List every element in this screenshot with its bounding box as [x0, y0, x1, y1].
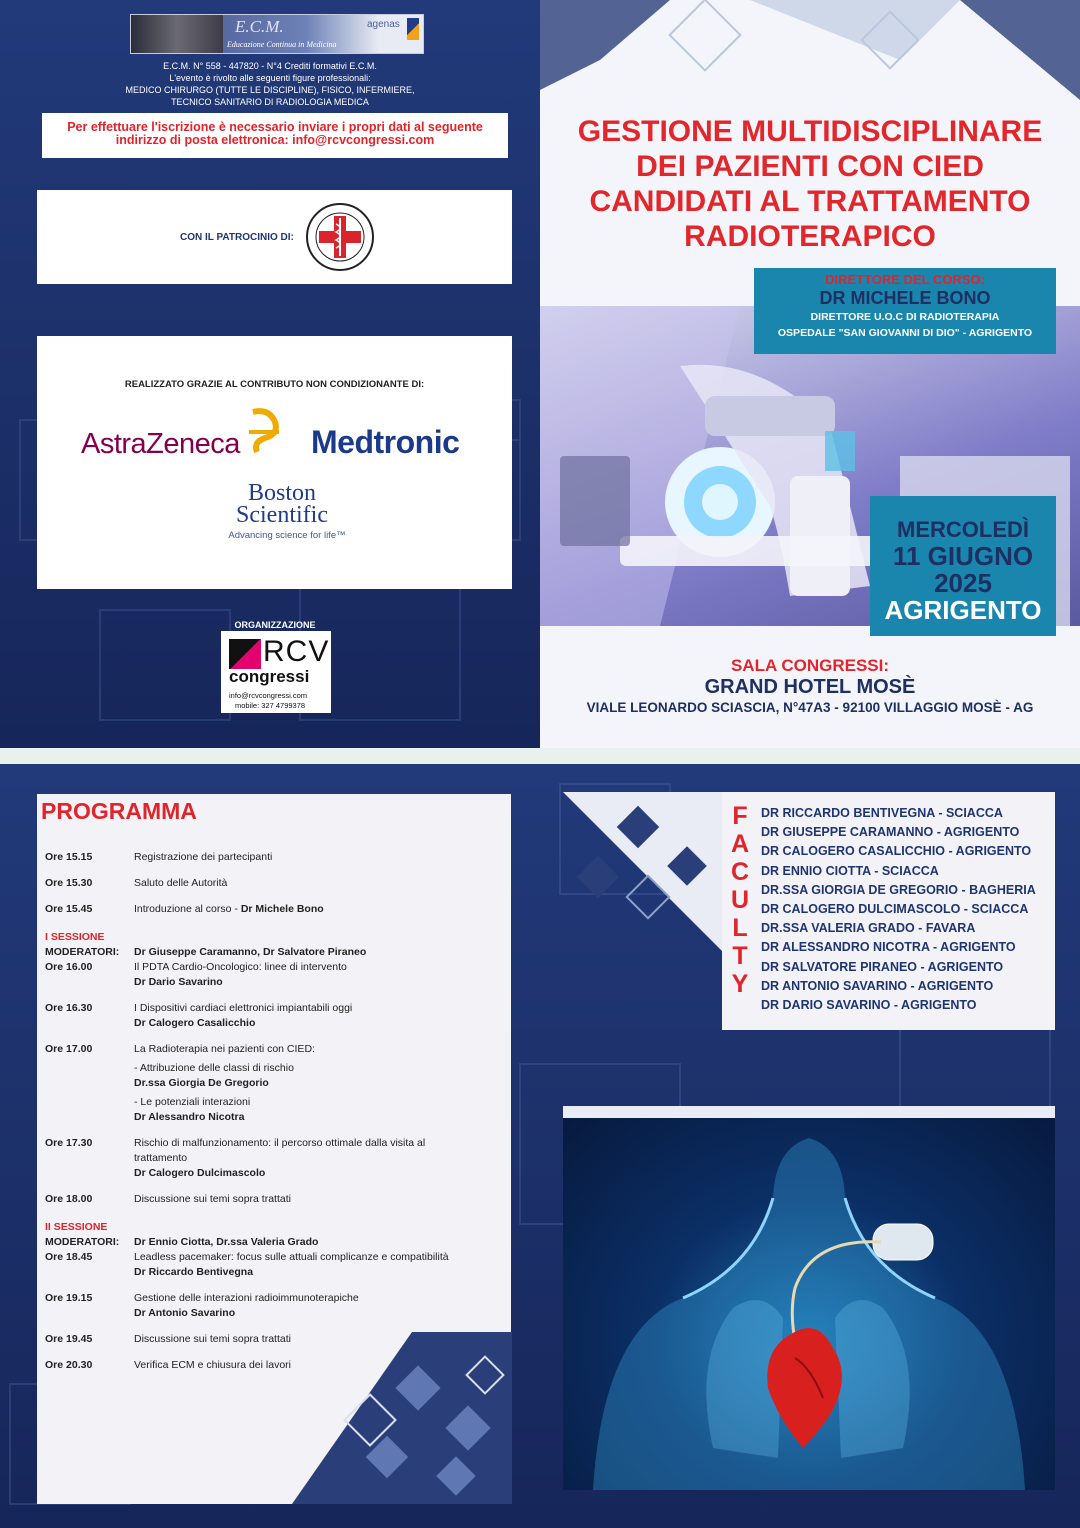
program-row [45, 850, 500, 876]
cover-decorative-squares [540, 0, 1080, 100]
moderators-label: MODERATORI: [45, 1236, 120, 1248]
top-left-panel [0, 0, 540, 748]
program-speaker: Dr Dario Savarino [134, 976, 223, 988]
sponsors-label: REALIZZATO GRAZIE AL CONTRIBUTO NON CONDIZIONANTE DI: [124, 379, 425, 390]
director-hospital: OSPEDALE "SAN GIOVANNI DI DIO" - AGRIGENTO [777, 327, 1033, 339]
session-2-moderators-row [45, 1235, 500, 1250]
faculty-decorative-squares [563, 792, 723, 952]
program-time: Ore 16.30 [45, 1002, 93, 1014]
faculty-member: DR ANTONIO SAVARINO - AGRIGENTO [761, 978, 994, 993]
session-2-moderators: Dr Ennio Ciotta, Dr.ssa Valeria Grado [134, 1236, 319, 1248]
venue-label: SALA CONGRESSI: [730, 656, 890, 675]
agenas-icon [407, 18, 419, 40]
director-name: DR MICHELE BONO [819, 288, 991, 308]
ecm-logo-subtitle: Educazione Continua in Medicina [227, 40, 337, 49]
program-text: Discussione sui temi sopra trattati [134, 1333, 291, 1345]
program-time: Ore 17.30 [45, 1137, 93, 1149]
programma-box [37, 794, 511, 1504]
program-row [45, 1332, 500, 1358]
faculty-member: DR ALESSANDRO NICOTRA - AGRIGENTO [761, 940, 1016, 955]
rcv-email: info@rcvcongressi.com [229, 691, 308, 700]
program-text: Discussione sui temi sopra trattati [134, 1193, 291, 1205]
ecm-logo-photo [131, 15, 223, 53]
program-time: Ore 18.45 [45, 1251, 93, 1263]
pacemaker-heart-illustration [563, 1106, 1055, 1490]
program-text: I Dispositivi cardiaci elettronici impiantabili oggi [134, 1002, 353, 1014]
ecm-logo [130, 14, 424, 54]
faculty-list [761, 804, 1053, 1015]
director-box [754, 268, 1056, 354]
boston-tagline: Advancing science for life™ [228, 530, 346, 541]
rcv-logo-top: RCV [263, 635, 330, 668]
program-row [45, 1042, 500, 1136]
venue-address: VIALE LEONARDO SCIASCIA, N°47A3 - 92100 VILLAGGIO MOSÈ - AG [586, 700, 1034, 715]
program-row [45, 1358, 500, 1384]
sponsors-box [37, 336, 512, 589]
session-1-title: I SESSIONE [45, 931, 105, 943]
program-time: Ore 17.00 [45, 1043, 93, 1055]
faculty-member: DR.SSA VALERIA GRADO - FAVARA [761, 921, 976, 936]
program-row [45, 1192, 500, 1220]
venue [540, 656, 1080, 718]
faculty-letter: U [730, 886, 750, 914]
registration-line-1: Per effettuare l'iscrizione è necessario inviare i propri dati al seguente [67, 120, 483, 134]
rcv-phone: mobile: 327 4799378 [235, 701, 306, 710]
session-1-moderators-row [45, 945, 500, 960]
event-title [540, 114, 1080, 254]
agenas-logo: agenas [367, 19, 400, 30]
program-speaker: Dr Alessandro Nicotra [134, 1111, 245, 1123]
programma-title: PROGRAMMA [41, 798, 197, 824]
ecm-professions-1: MEDICO CHIRURGO (TUTTE LE DISCIPLINE), FISICO, INFERMIERE, [125, 85, 415, 95]
event-day: MERCOLEDÌ [897, 517, 1029, 542]
faculty-letters [728, 802, 752, 998]
program-text-cont: trattamento [134, 1152, 188, 1164]
faculty-letter: L [732, 914, 748, 942]
program-text: Gestione delle interazioni radioimmunoterapiche [134, 1292, 359, 1304]
programma-content [45, 850, 500, 1384]
bottom-panel [0, 764, 1080, 1528]
director-role: DIRETTORE U.O.C DI RADIOTERAPIA [810, 311, 1000, 323]
faculty-member: DR CALOGERO CASALICCHIO - AGRIGENTO [761, 844, 1032, 859]
program-row [45, 876, 500, 902]
program-speaker: Dr Riccardo Bentivegna [134, 1266, 254, 1278]
venue-name: GRAND HOTEL MOSÈ [704, 676, 916, 698]
program-text: Saluto delle Autorità [134, 877, 228, 889]
title-line-3: CANDIDATI AL TRATTAMENTO [589, 185, 1031, 218]
program-text-main: Introduzione al corso - [134, 903, 241, 915]
title-line-4: RADIOTERAPICO [684, 220, 936, 253]
faculty-member: DR ENNIO CIOTTA - SCIACCA [761, 863, 939, 878]
faculty-letter: C [730, 858, 750, 886]
faculty-letter: T [732, 942, 748, 970]
program-text: Leadless pacemaker: focus sulle attuali complicanze e compatibilità [134, 1251, 449, 1263]
program-row [45, 1001, 500, 1042]
boston-line-2: Scientific [236, 502, 328, 528]
boston-line-1: Boston [247, 480, 316, 506]
faculty-member: DR RICCARDO BENTIVEGNA - SCIACCA [761, 806, 1003, 820]
director-label: DIRETTORE DEL CORSO: [825, 272, 985, 287]
boston-scientific-logo [207, 482, 357, 526]
faculty-member: DR DARIO SAVARINO - AGRIGENTO [761, 998, 977, 1013]
program-speaker: Dr.ssa Giorgia De Gregorio [134, 1077, 269, 1089]
faculty-letter: A [730, 830, 750, 858]
ecm-logo-title: E.C.M. [235, 17, 284, 36]
program-text [134, 902, 324, 917]
program-time: Ore 15.15 [45, 851, 93, 863]
astrazeneca-symbol-icon [245, 408, 283, 454]
rcv-logo-mark [229, 639, 261, 669]
program-speaker: Dr Antonio Savarino [134, 1307, 236, 1319]
medical-order-seal-icon [305, 202, 375, 272]
title-line-1: GESTIONE MULTIDISCIPLINARE [577, 115, 1043, 148]
event-city: AGRIGENTO [884, 595, 1042, 625]
ecm-credits: E.C.M. N° 558 - 447820 - N°4 Crediti formativi E.C.M. [163, 61, 377, 71]
program-time: Ore 18.00 [45, 1193, 93, 1205]
program-text: Registrazione dei partecipanti [134, 851, 273, 863]
ecm-info [60, 60, 480, 108]
faculty-member: DR SALVATORE PIRANEO - AGRIGENTO [761, 959, 1004, 974]
program-row [45, 902, 500, 930]
medtronic-logo: Medtronic [311, 424, 460, 460]
ecm-professions-2: TECNICO SANITARIO DI RADIOLOGIA MEDICA [171, 97, 369, 107]
program-text: Verifica ECM e chiusura dei lavori [134, 1359, 291, 1371]
date-box [870, 496, 1056, 636]
program-time: Ore 15.30 [45, 877, 93, 889]
moderators-label: MODERATORI: [45, 946, 120, 958]
program-speaker: Dr Calogero Casalicchio [134, 1017, 256, 1029]
program-speaker: Dr Michele Bono [240, 903, 324, 915]
patronage-label: CON IL PATROCINIO DI: [180, 232, 294, 243]
program-time: Ore 19.15 [45, 1292, 93, 1304]
program-row [45, 1291, 500, 1332]
program-row [45, 960, 500, 1001]
ecm-target-intro: L'evento è rivolto alle seguenti figure professionali: [169, 73, 371, 83]
program-time: Ore 19.45 [45, 1333, 93, 1345]
program-time: Ore 15.45 [45, 903, 93, 915]
program-time: Ore 16.00 [45, 961, 93, 973]
program-text: La Radioterapia nei pazienti con CIED: [134, 1043, 315, 1055]
title-line-2: DEI PAZIENTI CON CIED [636, 150, 984, 183]
session-2-title: II SESSIONE [45, 1221, 108, 1233]
program-subtopic: - Attribuzione delle classi di rischio [134, 1062, 294, 1074]
program-time: Ore 20.30 [45, 1359, 93, 1371]
rcv-logo [221, 631, 331, 713]
cover-panel [540, 0, 1080, 748]
registration-box [42, 113, 508, 158]
program-speaker: Dr Calogero Dulcimascolo [134, 1167, 266, 1179]
rcv-logo-bottom: congressi [229, 667, 310, 686]
registration-line-2: indirizzo di posta elettronica: info@rcvcongressi.com [115, 133, 435, 147]
astrazeneca-logo: AstraZeneca [81, 428, 240, 460]
program-row [45, 1136, 500, 1192]
faculty-letter: Y [731, 970, 749, 998]
program-subtopic: - Le potenziali interazioni [134, 1096, 251, 1108]
organization-label: ORGANIZZAZIONE [234, 620, 316, 630]
session-1-moderators: Dr Giuseppe Caramanno, Dr Salvatore Piraneo [134, 946, 367, 958]
faculty-box [722, 792, 1055, 1030]
patronage-box [37, 190, 512, 284]
faculty-member: DR GIUSEPPE CARAMANNO - AGRIGENTO [761, 825, 1020, 840]
program-text: Rischio di malfunzionamento: il percorso ottimale dalla visita al [134, 1137, 426, 1149]
event-year: 2025 [934, 568, 992, 598]
program-row [45, 1250, 500, 1291]
faculty-letter: F [732, 802, 748, 830]
event-date: 11 GIUGNO [892, 541, 1034, 571]
faculty-member: DR.SSA GIORGIA DE GREGORIO - BAGHERIA [761, 882, 1036, 897]
faculty-member: DR CALOGERO DULCIMASCOLO - SCIACCA [761, 902, 1029, 917]
program-text: Il PDTA Cardio-Oncologico: linee di intervento [134, 961, 347, 973]
